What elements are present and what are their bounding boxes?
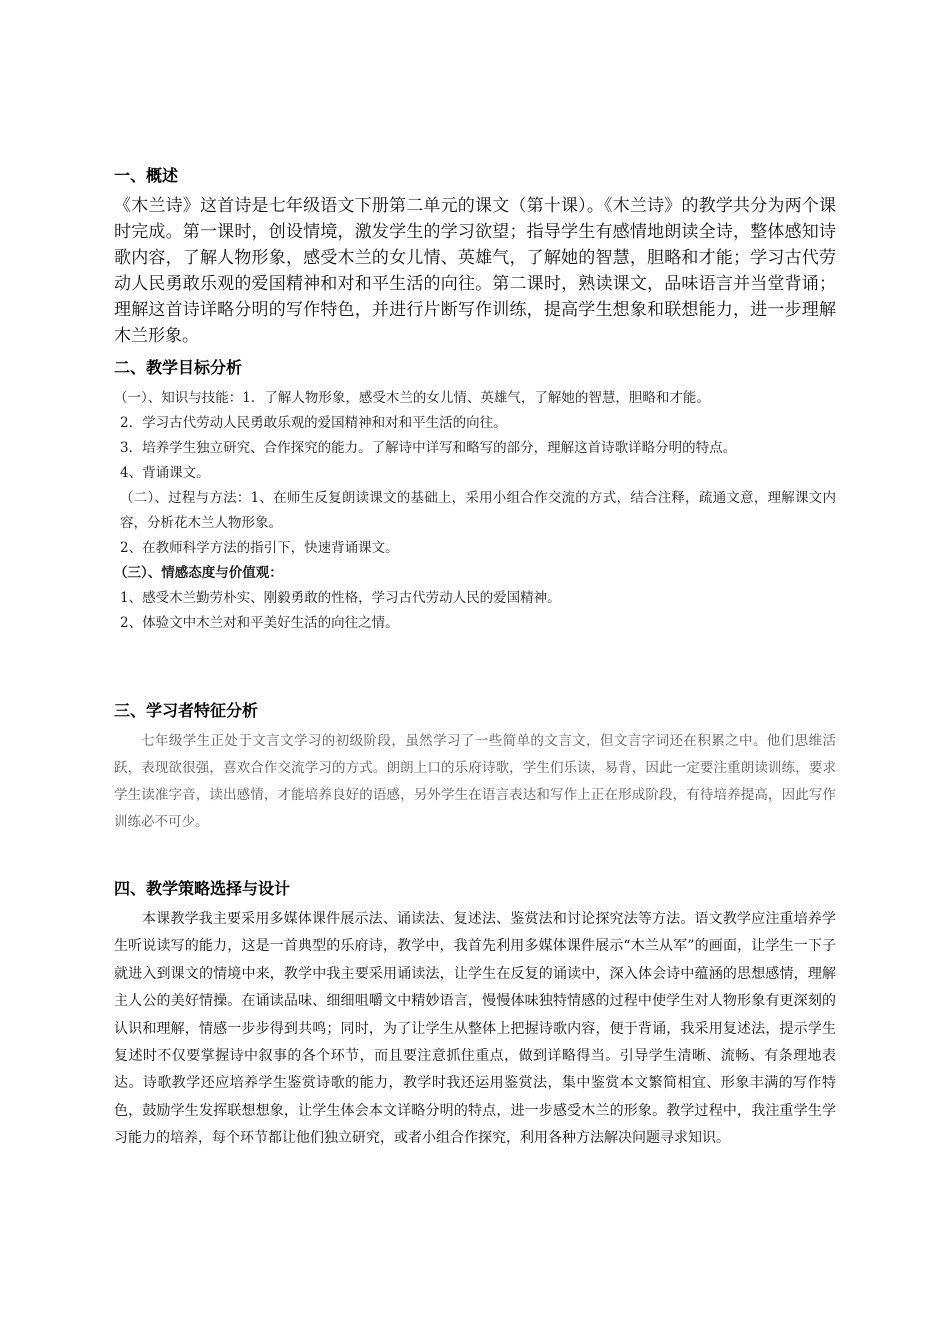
goal-line-9: 2、体验文中木兰对和平美好生活的向往之情。 bbox=[120, 615, 399, 631]
goal-line-5: （二）、过程与方法：1、在师生反复朗读课文的基础上，采用小组合作交流的方式，结合注释，疏通文意，理解课文内容，分析花木兰人物形象。 bbox=[120, 490, 836, 531]
goal-line-6: 2、在教师科学方法的指引下，快速背诵课文。 bbox=[120, 540, 399, 556]
section-3-paragraph: 七年级学生正处于文言文学习的初级阶段，虽然学习了一些简单的文言文，但文言字词还在积累之中。他们思维活跃，表现欲很强，喜欢合作交流学习的方式。朗朗上口的乐府诗歌，学生们乐读，易背，因此一定要注重朗读训练，要求学生读准字音，读出感情，才能培养良好的语感，另外学生在语言表达和写作上正在形成阶段，有待培养提高，因此写作训练必不可少。 bbox=[114, 733, 836, 830]
section-3-body bbox=[114, 728, 836, 836]
goal-line-3: 3．培养学生独立研究、合作探究的能力。了解诗中详写和略写的部分，理解这首诗歌详略分明的特点。 bbox=[120, 440, 737, 456]
goal-line-8: 1、感受木兰勤劳朴实、刚毅勇敢的性格，学习古代劳动人民的爱国精神。 bbox=[120, 590, 561, 606]
section-2-heading: 二、教学目标分析 bbox=[114, 358, 243, 377]
section-2-body bbox=[114, 386, 836, 636]
section-3-heading: 三、学习者特征分析 bbox=[114, 701, 259, 720]
section-1-heading: 一、概述 bbox=[114, 166, 179, 185]
section-1-body bbox=[114, 193, 836, 349]
goal-line-1: （一）、知识与技能：1．了解人物形象，感受木兰的女儿情、英雄气，了解她的智慧，胆略和才能。 bbox=[114, 390, 710, 406]
section-4-body bbox=[114, 906, 836, 1153]
section-4-heading: 四、教学策略选择与设计 bbox=[114, 879, 291, 898]
goal-line-7: （三）、情感态度与价值观： bbox=[114, 565, 283, 581]
section-1-paragraph: 《木兰诗》这首诗是七年级语文下册第二单元的课文（第十课）。《木兰诗》的教学共分为两个课时完成。第一课时，创设情境，激发学生的学习欲望；指导学生有感情地朗读全诗，整体感知诗歌内容，了解人物形象，感受木兰的女儿情、英雄气，了解她的智慧，胆略和才能；学习古代劳动人民勇敢乐观的爱国精神和对和平生活的向往。第二课时，熟读课文，品味语言并当堂背诵；理解这首诗详略分明的写作特色，并进行片断写作训练，提高学生想象和联想能力，进一步理解木兰形象。 bbox=[114, 196, 836, 346]
goal-line-4: 4、背诵课文。 bbox=[120, 465, 210, 481]
section-4-paragraph: 本课教学我主要采用多媒体课件展示法、诵读法、复述法、鉴赏法和讨论探究法等方法。语文教学应注重培养学生听说读写的能力，这是一首典型的乐府诗，教学中，我首先利用多媒体课件展示“木兰从军”的画面，让学生一下子就进入到课文的情境中来，教学中我主要采用诵读法，让学生在反复的诵读中，深入体会诗中蕴涵的思想感情，理解主人公的美好情操。在诵读品味、细细咀嚼文中精妙语言，慢慢体味独特情感的过程中使学生对人物形象有更深刻的认识和理解，情感一步步得到共鸣；同时，为了让学生从整体上把握诗歌内容，便于背诵，我采用复述法，提示学生复述时不仅要掌握诗中叙事的各个环节，而且要注意抓住重点，做到详略得当。引导学生清晰、流畅、有条理地表达。诗歌教学还应培养学生鉴赏诗歌的能力，教学时我还运用鉴赏法，集中鉴赏本文繁简相宜、形象丰满的写作特色，鼓励学生发挥联想想象，让学生体会本文详略分明的特点，进一步感受木兰的形象。教学过程中，我注重学生学习能力的培养，每个环节都让他们独立研究，或者小组合作探究，利用各种方法解决问题寻求知识。 bbox=[114, 911, 836, 1147]
goal-line-2: 2．学习古代劳动人民勇敢乐观的爱国精神和对和平生活的向往。 bbox=[120, 415, 507, 431]
